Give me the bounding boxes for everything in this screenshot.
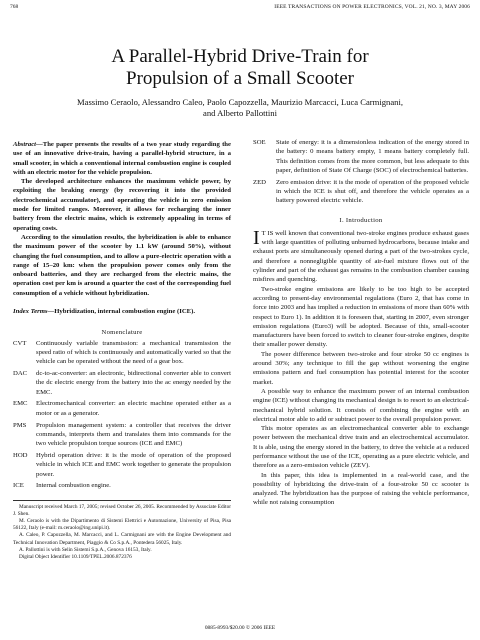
footnote: A. Pallottini is with Selin Sistemi S.p.A., Genova 16153, Italy. (19, 546, 152, 553)
nomenclature-entry: CVT Continuously variable transmission: a mechanical transmission the speed ratio of which is continuously and automatically varied so that the vehicle can be operated without the need of a gear box. (13, 339, 231, 366)
drop-cap: I (253, 226, 260, 249)
nomenclature-entry: DAC dc-to-ac-converter: an electronic, bidirectional converter able to convert the dc electric energy from the battery into the ac energy needed by the EMC. (13, 370, 231, 396)
abstract-lead: Abstract (13, 141, 37, 148)
intro-paragraph: Two-stroke engine emissions are likely to be too high to be accepted according to present-day environmental regulations (Euro 2, that has come in force into 2003 and has implied a reduction in emissions of more than 60% with respect to Euro 1). In addition it is foreseen that, starting in 2007, even stronger emission regulations (Euro3) will be adopted. Because of this, small-scooter manufacturers have been forced to switch to cleaner four-stroke engines, despite their smaller power density. (253, 285, 469, 349)
section-heading: I. Introduction (339, 216, 383, 224)
left-column (13, 140, 231, 561)
intro-paragraph: In this paper, this idea is implemented in a real-world case, and the possibility of hybridizing the drive-train of a four-stroke 50 cc scooter is analyzed. The hybridization has the purpose of raising the vehicle performance, while not raising consumption (253, 471, 469, 507)
nomenclature-entry: HOD Hybrid operation drive: it is the mode of operation of the proposed vehicle in which ICE and EMC work together to generate the propulsion power. (13, 451, 231, 478)
nomenclature-entry: EMC Electromechanical converter: an electric machine operated either as a motor or as a generator. (13, 400, 231, 417)
footnote: M. Ceraolo is with the Dipartimento di Sistemi Elettrici e Automazione, University of Pisa, Pisa 56122, Italy (e-mail: m.ceraolo@ing.unipi.it). (13, 518, 231, 532)
nomenclature-entry: PMS Propulsion management system: a controller that receives the driver commands, interprets them and translates them into commands for the two vehicle propulsion torque sources (ICE and EMC) (13, 421, 231, 448)
intro-paragraph: This motor operates as an electromechanical converter able to exchange power between the mechanical drive train and an electrochemical accumulator. It is able, using the energy stored in the battery, to drive the vehicle at a reduced performance without the use of the ICE, operating as a pure electric vehicle, and therefore as a zero-emission vehicle (ZEV). (253, 425, 469, 470)
title-line-1: A Parallel-Hybrid Drive-Train for (111, 46, 369, 67)
author-list: Massimo Ceraolo, Alessandro Caleo, Paolo Capozzella, Maurizio Marcacci, Luca Carmignani, and Alberto Pallottini (77, 97, 403, 118)
index-terms-lead: Index Terms (13, 308, 48, 316)
right-column (253, 138, 469, 508)
journal-header: IEEE TRANSACTIONS ON POWER ELECTRONICS, VOL. 21, NO. 3, MAY 2006 (274, 4, 470, 10)
introduction-body (253, 226, 469, 508)
intro-paragraph: I T IS well known that conventional two-stroke engines produce exhaust gases with large quantities of polluting unburned hydrocarbons, because intake and exhaust ports are simultaneously opened during a part of the two-strokes cycle, and therefore a nonnegligible quantity of air-fuel mixture flows out of the cylinder and part of the exhaust gas remains in the combustion chamber causing misfires and quenching. (253, 226, 469, 284)
footnotes (13, 500, 231, 562)
footnote: A. Caleo, P. Capozzella, M. Marcacci, and L. Carmignani are with the Engine Development and Technical Innovation Department, Piaggio & Co S.p.A., Pontedera 56025, Italy. (13, 532, 231, 546)
abstract-paragraph-1: Abstract—The paper presents the results of a two year study regarding the use of an innovative drive-train, having a parallel-hybrid structure, in a small scooter, in which a conventional internal combustion engine is coupled with an electric motor for the vehicle propulsion. (13, 141, 231, 176)
abstract (13, 140, 231, 298)
intro-paragraph: A possible way to enhance the maximum power of an internal combustion engine (ICE) without changing its mechanical design is to resort to an electrical-mechanical hybrid solution. It consists of combining the engine with an electrical motor able to add or subtract power to the overall propulsion power. (253, 387, 469, 423)
nomenclature-entry: SOE State of energy: it is a dimensionless indication of the energy stored in the battery: 0 means battery empty, 1 means battery completely full. This definition comes from the more common, but less adequate to this paper, definition of State Of Charge (SOC) of electrochemical batteries. (253, 139, 469, 174)
intro-paragraph: The power difference between two-stroke and four stroke 50 cc engines is around 30%; any technique to fill the gap without worsening the engine emissions pattern and fuel consumption has potential interest for the scooter market. (253, 350, 469, 386)
footnote: Digital Object Identifier 10.1109/TPEL.2006.872376 (19, 554, 132, 561)
nomenclature-heading: Nomenclature (101, 329, 143, 337)
page-number: 768 (10, 4, 19, 10)
nomenclature-entry: ZED Zero emission drive: it is the mode of operation of the proposed vehicle in which the ICE is shut off, and therefore the vehicle operates as a battery powered electric vehicle. (253, 178, 469, 205)
nomenclature-list (13, 339, 231, 491)
abstract-paragraph-2: The developed architecture enhances the maximum vehicle power, by exploiting the braking energy (by recovering it into the provided electrochemical accumulator), and operating the vehicle in zero emission mode for limited ranges. Moreover, it allows for recharging the inner battery from the electric mains, which is extremely appealing in terms of operating costs. (13, 178, 231, 232)
footnote: Manuscript received March 17, 2005; revised October 26, 2005. Recommended by Associate Editor J. Shen. (13, 503, 231, 517)
copyright-footer: 0885-8993/$20.00 © 2006 IEEE (204, 625, 276, 631)
paper-title (0, 46, 480, 90)
abstract-paragraph-3: According to the simulation results, the hybridization is able to enhance the maximum power of the scooter by 1.1 kW (around 50%), without changing the fuel consumption, and to allow a pure-electric operation with a range of 15–20 km: when the propulsion power comes only from the onboard batteries, and they are recharged from the electric mains, the operation cost per km is around a quarter the cost of the corresponding fuel consumption of a vehicle without hybridization. (13, 233, 231, 297)
title-line-2: Propulsion of a Small Scooter (126, 68, 354, 89)
nomenclature-entry: ICE Internal combustion engine. (13, 482, 111, 490)
index-terms: Index Terms—Hybridization, internal combustion engine (ICE). (13, 308, 196, 316)
